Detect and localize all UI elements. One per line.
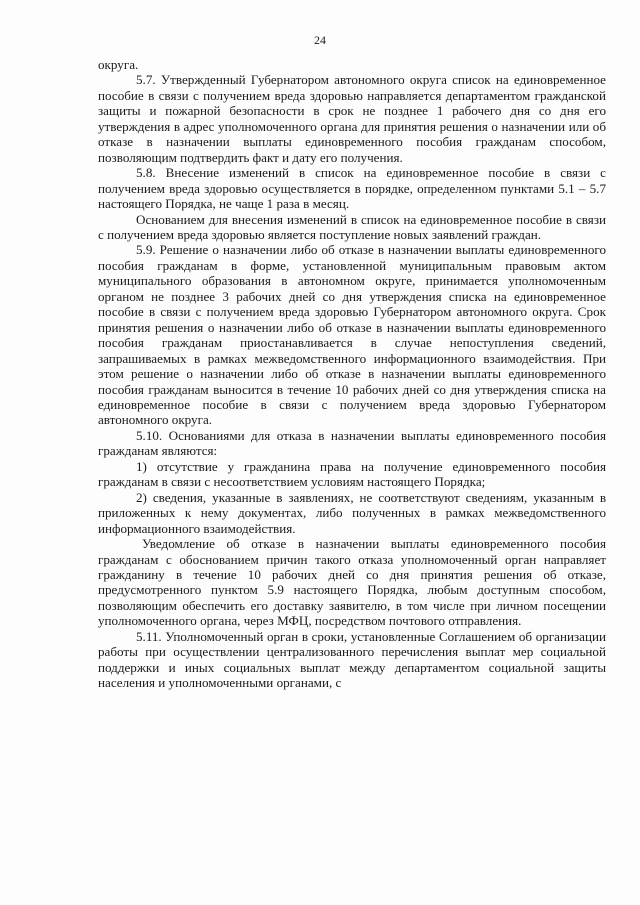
document-body <box>98 57 606 691</box>
page-number: 24 <box>314 33 326 47</box>
paragraph-5-8-basis: Основанием для внесения изменений в список на единовременное пособие в связи с получением вреда здоровью является поступление новых заявлений граждан. <box>98 211 606 242</box>
paragraph-5-9: 5.9. Решение о назначении либо об отказе в назначении выплаты единовременного пособия гражданам в форме, установленной муниципальным правовым актом муниципального образования в автономном округе, принимается уполномоченным органом не позднее 3 рабочих дней со дня утверждения списка на единовременное пособие в связи с получением вреда здоровью Губернатором автономного округа. Срок принятия решения о назначении либо об отказе в назначении выплаты единовременного пособия гражданам приостанавливается в случае непоступления сведений, запрашиваемых в рамках межведомственного информационного взаимодействия. При этом решение о назначении либо об отказе в назначении выплаты единовременного пособия гражданам выносится в течение 10 рабочих дней со дня утверждения списка на единовременное пособие в связи с получением вреда здоровью Губернатором автономного округа. <box>98 242 606 428</box>
paragraph-5-8: 5.8. Внесение изменений в список на единовременное пособие в связи с получением вреда здоровью осуществляется в порядке, определенном пунктами 5.1 – 5.7 настоящего Порядка, не чаще 1 раза в месяц. <box>98 165 606 212</box>
paragraph-5-11: 5.11. Уполномоченный орган в сроки, установленные Соглашением об организации работы при осуществлении централизованного перечисления выплат мер социальной поддержки и иных социальных выплат между департаментом социальной защиты населения и уполномоченными органами, с <box>98 628 606 691</box>
paragraph-5-7: 5.7. Утвержденный Губернатором автономного округа список на единовременное пособие в связи с получением вреда здоровью направляется департаментом гражданской защиты и пожарной безопасности в срок не позднее 1 рабочего дня со дня его утверждения в адрес уполномоченного органа для принятия решения о назначении или об отказе в назначении выплаты единовременного пособия гражданам способом, позволяющим подтвердить факт и дату его получения. <box>98 72 606 165</box>
paragraph-continuation: округа. <box>98 57 139 72</box>
paragraph-refusal-notice: Уведомление об отказе в назначении выплаты единовременного пособия гражданам с обоснованием причин такого отказа уполномоченный орган направляет гражданину в течение 10 рабочих дней со дня принятия решения об отказе, предусмотренного пунктом 5.9 настоящего Порядка, любым доступным способом, позволяющим обеспечить его доставку заявителю, в том числе при личном посещении уполномоченного органа, через МФЦ, посредством почтового отправления. <box>98 536 606 629</box>
paragraph-5-10-item-2: 2) сведения, указанные в заявлениях, не соответствуют сведениям, указанным в приложенных к нему документах, либо полученных в рамках межведомственного информационного взаимодействия. <box>98 489 606 536</box>
paragraph-5-10: 5.10. Основаниями для отказа в назначении выплаты единовременного пособия гражданам являются: <box>98 427 606 459</box>
paragraph-5-10-item-1: 1) отсутствие у гражданина права на получение единовременного пособия гражданам в связи с несоответствием условиям настоящего Порядка; <box>98 458 606 490</box>
